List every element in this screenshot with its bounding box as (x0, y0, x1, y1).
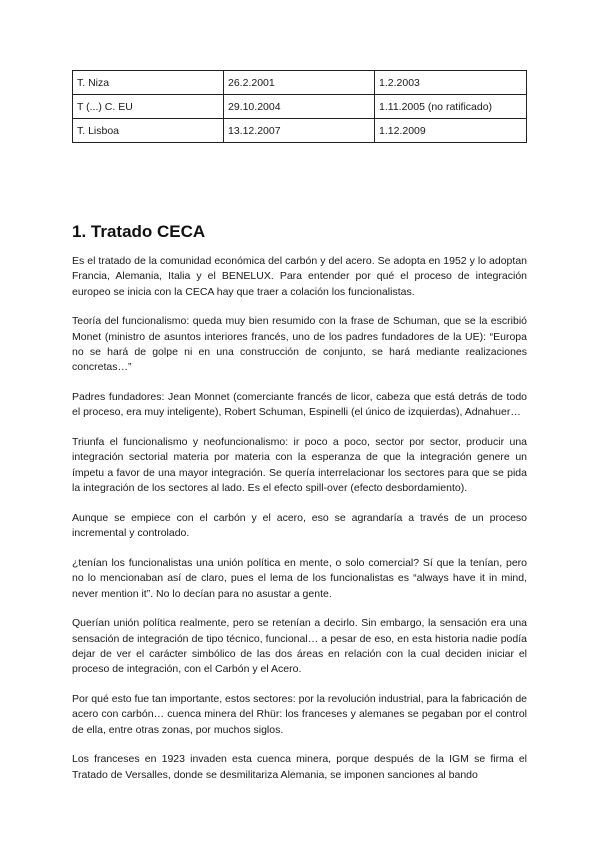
table-cell: 13.12.2007 (224, 119, 375, 143)
paragraph: Es el tratado de la comunidad económica del carbón y del acero. Se adopta en 1952 y lo adoptan Francia, Alemania, Italia y el BENELUX. Para entender por qué el proceso de integración europeo se inicia con la CECA hay que traer a colación los funcionalistas. (72, 255, 527, 298)
table-cell: 1.12.2009 (375, 119, 527, 143)
paragraph: Padres fundadores: Jean Monnet (comerciante francés de licor, cabeza que está detrás de todo el proceso, era muy inteligente), Robert Schuman, Espinelli (el único de izquierdas), Adnahuer… (72, 391, 527, 419)
table-cell: 26.2.2001 (224, 71, 375, 95)
table-cell: 1.11.2005 (no ratificado) (375, 95, 527, 119)
paragraph: ¿tenían los funcionalistas una unión política en mente, o solo comercial? Sí que la tenían, pero no lo mencionaban así de claro, pues el lema de los funcionalistas es “always have it in mind, never mention it”. No lo decían para no asustar a gente. (72, 556, 527, 600)
table-cell: T. Lisboa (73, 119, 224, 143)
section-body (72, 254, 527, 798)
table-cell: T. Niza (73, 71, 224, 95)
table-row (73, 95, 527, 119)
paragraph: Triunfa el funcionalismo y neofuncionalismo: ir poco a poco, sector por sector, producir una integración sectorial materia por materia con la esperanza de que la integración genere un ímpetu a favor de una mayor integración. Se quería interrelacionar los sectores para que se pida la integración de los sectores al lado. Es el efecto spill-over (efecto desbordamiento). (72, 436, 527, 495)
table-row (73, 119, 527, 143)
table-cell: 1.2.2003 (375, 71, 527, 95)
paragraph: Por qué esto fue tan importante, estos sectores: por la revolución industrial, para la fabricación de acero con carbón… cuenca minera del Rhür: los franceses y alemanes se pegaban por el control de ella, entre otras zonas, por muchos siglos. (72, 693, 527, 736)
paragraph: Teoría del funcionalismo: queda muy bien resumido con la frase de Schuman, que se la escribió Monet (ministro de asuntos interiores francés, uno de los padres fundadores de la UE): “Europa no se hará de golpe ni en una construcción de conjunto, se hará mediante realizaciones concretas…” (72, 315, 527, 374)
table-cell: T (...) C. EU (73, 95, 224, 119)
paragraph: Los franceses en 1923 invaden esta cuenca minera, porque después de la IGM se firma el Tratado de Versalles, donde se desmilitariza Alemania, se imponen sanciones al bando (72, 753, 527, 781)
paragraph: Aunque se empiece con el carbón y el acero, eso se agrandaría a través de un proceso incremental y controlado. (72, 511, 527, 540)
section-heading: 1. Tratado CECA (72, 222, 206, 241)
treaty-table (72, 70, 527, 143)
table-cell: 29.10.2004 (224, 95, 375, 119)
table-row (73, 71, 527, 95)
paragraph: Querían unión política realmente, pero se retenían a decirlo. Sin embargo, la sensación era una sensación de integración de tipo técnico, funcional… a pesar de eso, en esta historia nadie podía dejar de ver el carácter simbólico de las dos áreas en relación con la cual deciden iniciar el proceso de integración, con el Carbón y el Acero. (72, 617, 527, 676)
